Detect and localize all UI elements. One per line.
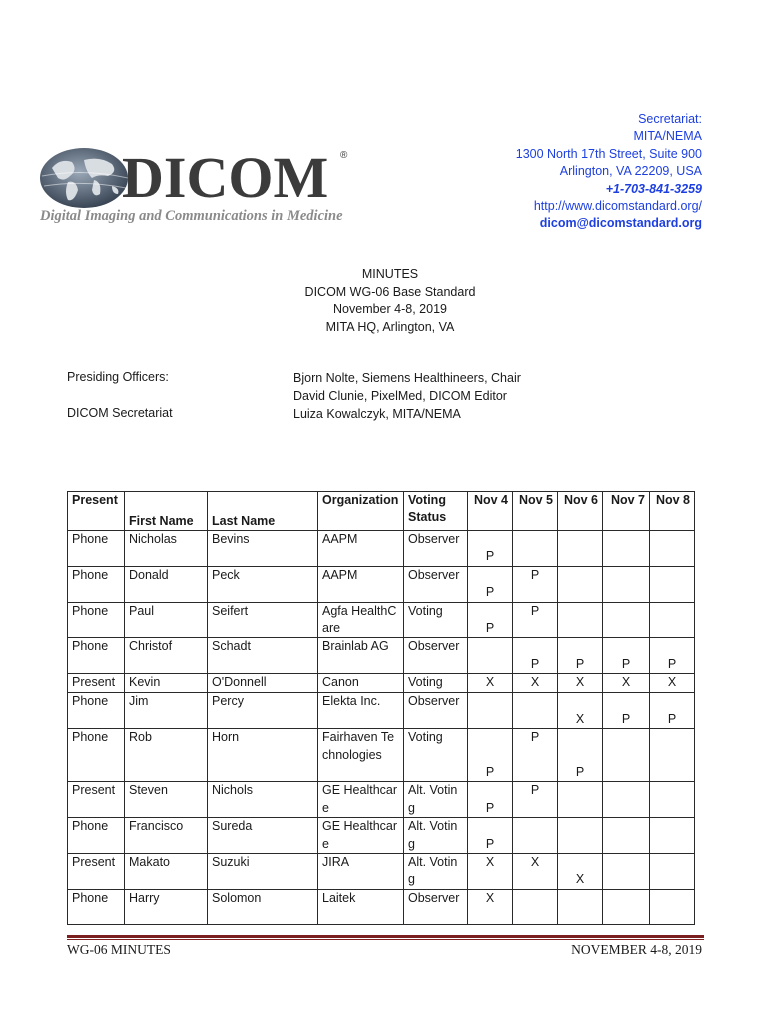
cell-attendance-nov-8 — [650, 782, 695, 818]
table-row — [68, 854, 695, 890]
header-nov-5: Nov 5 — [513, 492, 558, 531]
cell-spacer — [517, 531, 553, 548]
attendance-table — [67, 491, 695, 925]
dicom-secretariat-label: DICOM Secretariat — [67, 406, 173, 420]
secretariat-street: 1300 North 17th Street, Suite 900 — [515, 146, 702, 161]
cell-attendance-nov-8 — [650, 854, 695, 890]
cell-organization: Brainlab AG — [318, 638, 404, 674]
cell-attendance-nov-7 — [603, 818, 650, 854]
cell-attendance-nov-5 — [513, 693, 558, 729]
cell-spacer — [472, 747, 508, 764]
cell-attendance-nov-7 — [603, 602, 650, 638]
cell-attendance-nov-6 — [558, 889, 603, 924]
cell-attendance-nov-5 — [513, 782, 558, 818]
header-voting-status: Voting Status — [404, 492, 468, 531]
attendance-mark: X — [575, 711, 585, 726]
cell-attendance-nov-4 — [468, 693, 513, 729]
cell-present: Present — [68, 674, 125, 693]
cell-attendance-nov-7 — [603, 693, 650, 729]
presiding-officers-label: Presiding Officers: — [67, 370, 169, 384]
cell-voting-status: Alt. Voting — [404, 854, 468, 890]
cell-organization: Fairhaven Technologies — [318, 729, 404, 782]
cell-last-name: Percy — [208, 693, 318, 729]
attendance-mark: P — [485, 549, 495, 564]
cell-first-name: Paul — [125, 602, 208, 638]
header-nov-6: Nov 6 — [558, 492, 603, 531]
cell-spacer — [472, 818, 508, 835]
cell-first-name: Harry — [125, 889, 208, 924]
footer-right-text: NOVEMBER 4-8, 2019 — [571, 942, 702, 957]
cell-spacer — [607, 693, 645, 710]
attendance-mark: X — [530, 855, 540, 870]
secretariat-url-link[interactable]: http://www.dicomstandard.org/ — [533, 199, 702, 214]
cell-present: Present — [68, 782, 125, 818]
secretariat-contact — [516, 111, 702, 233]
cell-voting-status: Observer — [404, 638, 468, 674]
cell-present: Phone — [68, 889, 125, 924]
attendance-mark: P — [530, 730, 540, 745]
cell-present: Phone — [68, 531, 125, 567]
table-row — [68, 531, 695, 567]
cell-attendance-nov-6 — [558, 729, 603, 782]
cell-attendance-nov-6 — [558, 566, 603, 602]
cell-present: Phone — [68, 638, 125, 674]
attendance-mark: P — [530, 603, 540, 618]
cell-spacer — [654, 693, 690, 710]
cell-organization: AAPM — [318, 566, 404, 602]
cell-attendance-nov-4 — [468, 674, 513, 693]
attendance-mark: P — [667, 711, 677, 726]
cell-voting-status: Observer — [404, 693, 468, 729]
header-nov-4: Nov 4 — [468, 492, 513, 531]
cell-present: Phone — [68, 602, 125, 638]
cell-attendance-nov-7 — [603, 854, 650, 890]
cell-attendance-nov-4 — [468, 729, 513, 782]
cell-voting-status: Alt. Voting — [404, 818, 468, 854]
dicom-logo — [38, 146, 358, 228]
minutes-title — [0, 266, 770, 336]
cell-first-name: Christof — [125, 638, 208, 674]
officer-names — [293, 370, 521, 423]
attendance-mark: P — [530, 656, 540, 671]
secretariat-org: MITA/NEMA — [633, 129, 702, 144]
registered-mark: ® — [340, 150, 348, 161]
cell-attendance-nov-4 — [468, 531, 513, 567]
cell-organization: Laitek — [318, 889, 404, 924]
cell-spacer — [472, 531, 508, 548]
table-row — [68, 729, 695, 782]
title-line-1: MINUTES — [361, 267, 419, 281]
attendance-mark: P — [485, 836, 495, 851]
cell-first-name: Rob — [125, 729, 208, 782]
cell-voting-status: Voting — [404, 729, 468, 782]
cell-attendance-nov-7 — [603, 889, 650, 924]
table-row — [68, 818, 695, 854]
cell-organization: GE Healthcare — [318, 818, 404, 854]
cell-attendance-nov-5 — [513, 818, 558, 854]
attendance-mark: X — [575, 675, 585, 690]
cell-voting-status: Observer — [404, 889, 468, 924]
attendance-mark: P — [575, 764, 585, 779]
cell-attendance-nov-4 — [468, 782, 513, 818]
cell-spacer — [472, 729, 508, 746]
cell-voting-status: Observer — [404, 531, 468, 567]
cell-attendance-nov-8 — [650, 674, 695, 693]
cell-attendance-nov-6 — [558, 693, 603, 729]
cell-spacer — [472, 638, 508, 655]
cell-attendance-nov-5 — [513, 566, 558, 602]
header-nov-8: Nov 8 — [650, 492, 695, 531]
attendance-mark: X — [621, 675, 631, 690]
cell-attendance-nov-8 — [650, 818, 695, 854]
cell-attendance-nov-5 — [513, 531, 558, 567]
cell-attendance-nov-4 — [468, 566, 513, 602]
cell-last-name: Bevins — [208, 531, 318, 567]
cell-first-name: Steven — [125, 782, 208, 818]
secretariat-heading: Secretariat: — [638, 112, 702, 126]
cell-attendance-nov-8 — [650, 566, 695, 602]
cell-attendance-nov-6 — [558, 602, 603, 638]
cell-attendance-nov-6 — [558, 854, 603, 890]
cell-last-name: Schadt — [208, 638, 318, 674]
cell-organization: Agfa HealthCare — [318, 602, 404, 638]
cell-attendance-nov-6 — [558, 531, 603, 567]
cell-voting-status: Observer — [404, 566, 468, 602]
attendance-mark: P — [485, 585, 495, 600]
cell-organization: Canon — [318, 674, 404, 693]
table-row — [68, 674, 695, 693]
cell-present: Phone — [68, 729, 125, 782]
cell-attendance-nov-8 — [650, 729, 695, 782]
attendance-mark: P — [530, 783, 540, 798]
cell-spacer — [654, 638, 690, 655]
table-row — [68, 889, 695, 924]
officer-editor: David Clunie, PixelMed, DICOM Editor — [293, 388, 507, 403]
cell-attendance-nov-6 — [558, 638, 603, 674]
cell-last-name: Sureda — [208, 818, 318, 854]
cell-last-name: Suzuki — [208, 854, 318, 890]
cell-attendance-nov-4 — [468, 602, 513, 638]
cell-attendance-nov-7 — [603, 674, 650, 693]
cell-spacer — [472, 782, 508, 799]
cell-last-name: Seifert — [208, 602, 318, 638]
cell-last-name: O'Donnell — [208, 674, 318, 693]
header-organization: Organization — [318, 492, 404, 531]
title-line-4: MITA HQ, Arlington, VA — [325, 319, 455, 334]
cell-attendance-nov-6 — [558, 674, 603, 693]
cell-first-name: Donald — [125, 566, 208, 602]
header-last-name: Last Name — [208, 492, 318, 531]
logo-tagline: Digital Imaging and Communications in Medicine — [40, 208, 343, 224]
cell-last-name: Peck — [208, 566, 318, 602]
cell-attendance-nov-4 — [468, 818, 513, 854]
cell-spacer — [472, 603, 508, 620]
attendance-mark: P — [485, 800, 495, 815]
cell-voting-status: Alt. Voting — [404, 782, 468, 818]
cell-attendance-nov-8 — [650, 889, 695, 924]
attendance-mark: P — [621, 711, 631, 726]
cell-organization: GE Healthcare — [318, 782, 404, 818]
attendance-mark: P — [485, 620, 495, 635]
cell-attendance-nov-7 — [603, 638, 650, 674]
cell-attendance-nov-7 — [603, 782, 650, 818]
cell-present: Phone — [68, 818, 125, 854]
cell-spacer — [607, 638, 645, 655]
cell-first-name: Nicholas — [125, 531, 208, 567]
secretariat-phone: +1-703-841-3259 — [605, 181, 702, 196]
cell-spacer — [562, 693, 598, 710]
cell-attendance-nov-5 — [513, 889, 558, 924]
cell-attendance-nov-7 — [603, 566, 650, 602]
cell-first-name: Francisco — [125, 818, 208, 854]
attendance-mark: P — [667, 656, 677, 671]
cell-first-name: Jim — [125, 693, 208, 729]
cell-spacer — [562, 638, 598, 655]
cell-attendance-nov-7 — [603, 531, 650, 567]
cell-attendance-nov-5 — [513, 729, 558, 782]
attendance-mark: X — [530, 675, 540, 690]
cell-spacer — [472, 567, 508, 584]
cell-last-name: Solomon — [208, 889, 318, 924]
cell-voting-status: Voting — [404, 674, 468, 693]
header-present: Present — [68, 492, 125, 531]
cell-organization: Elekta Inc. — [318, 693, 404, 729]
cell-voting-status: Voting — [404, 602, 468, 638]
header-first-name: First Name — [125, 492, 208, 531]
attendance-mark: X — [485, 890, 495, 905]
footer-left-text: WG-06 MINUTES — [67, 942, 171, 957]
table-row — [68, 693, 695, 729]
logo-wordmark: DICOM — [122, 145, 329, 210]
cell-attendance-nov-7 — [603, 729, 650, 782]
attendance-mark: P — [485, 764, 495, 779]
cell-attendance-nov-4 — [468, 638, 513, 674]
cell-attendance-nov-8 — [650, 638, 695, 674]
officer-secretary: Luiza Kowalczyk, MITA/NEMA — [293, 406, 461, 421]
table-row — [68, 782, 695, 818]
globe-icon — [38, 146, 134, 210]
attendance-mark: X — [485, 855, 495, 870]
table-header-row — [68, 492, 695, 531]
cell-attendance-nov-6 — [558, 782, 603, 818]
cell-present: Phone — [68, 693, 125, 729]
cell-attendance-nov-8 — [650, 531, 695, 567]
cell-attendance-nov-4 — [468, 854, 513, 890]
cell-attendance-nov-4 — [468, 889, 513, 924]
attendance-mark: X — [575, 872, 585, 887]
cell-first-name: Kevin — [125, 674, 208, 693]
cell-spacer — [562, 729, 598, 746]
cell-attendance-nov-5 — [513, 638, 558, 674]
footer-rule — [67, 935, 704, 938]
officer-chair: Bjorn Nolte, Siemens Healthineers, Chair — [293, 371, 521, 385]
title-line-3: November 4-8, 2019 — [333, 302, 447, 317]
cell-last-name: Nichols — [208, 782, 318, 818]
cell-spacer — [562, 747, 598, 764]
attendance-mark: X — [667, 675, 677, 690]
cell-attendance-nov-5 — [513, 854, 558, 890]
header-nov-7: Nov 7 — [603, 492, 650, 531]
cell-last-name: Horn — [208, 729, 318, 782]
table-row — [68, 602, 695, 638]
cell-attendance-nov-6 — [558, 818, 603, 854]
cell-attendance-nov-8 — [650, 602, 695, 638]
cell-organization: AAPM — [318, 531, 404, 567]
cell-organization: JIRA — [318, 854, 404, 890]
attendance-mark: P — [621, 656, 631, 671]
secretariat-city: Arlington, VA 22209, USA — [559, 164, 702, 179]
cell-first-name: Makato — [125, 854, 208, 890]
attendance-mark: X — [485, 675, 495, 690]
attendance-mark: P — [575, 656, 585, 671]
cell-present: Present — [68, 854, 125, 890]
table-row — [68, 638, 695, 674]
footer-rule-thin — [67, 939, 704, 940]
cell-attendance-nov-5 — [513, 602, 558, 638]
attendance-mark: P — [530, 567, 540, 582]
secretariat-email-link[interactable]: dicom@dicomstandard.org — [539, 216, 702, 231]
cell-attendance-nov-5 — [513, 674, 558, 693]
table-row — [68, 566, 695, 602]
cell-present: Phone — [68, 566, 125, 602]
cell-spacer — [562, 854, 598, 871]
cell-spacer — [517, 638, 553, 655]
title-line-2: DICOM WG-06 Base Standard — [304, 284, 476, 299]
cell-attendance-nov-8 — [650, 693, 695, 729]
